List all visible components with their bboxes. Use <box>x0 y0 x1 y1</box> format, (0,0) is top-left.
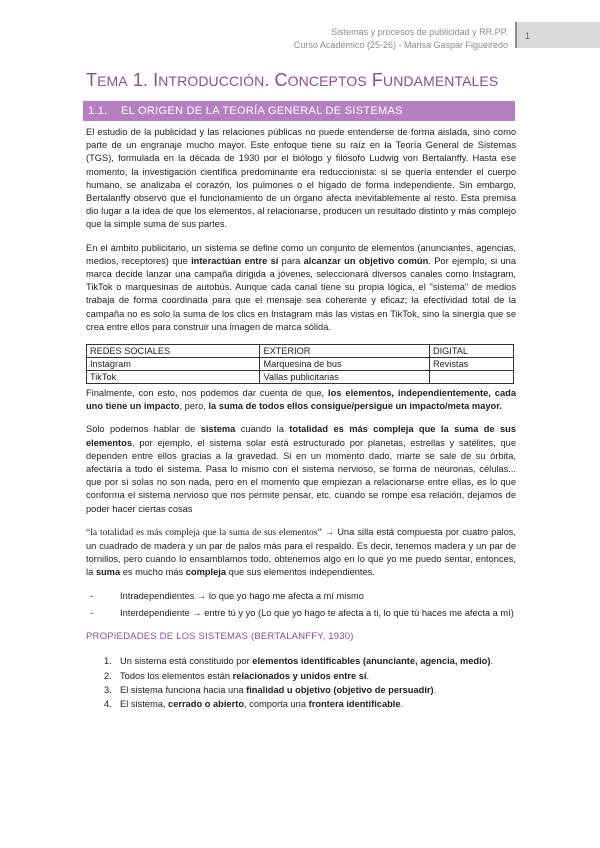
list-item: 4. El sistema, cerrado o abierto, comporta una frontera identificable. <box>104 698 404 709</box>
table-header-cell: EXTERIOR <box>260 345 429 358</box>
table-cell: TikTok <box>87 371 260 384</box>
list-item: 1. Un sistema está constituido por elementos identificables (anunciante, agencia, medio). <box>104 656 494 667</box>
quote: “la totalidad es más compleja que la suma de sus elementos” <box>86 527 322 538</box>
list-item: - Interdependiente → entre tú y yo (Lo que yo hago te afecta a ti, lo que tú haces me afecta a mí) <box>90 607 514 618</box>
section-label: EL ORIGEN DE LA TEORÍA GENERAL DE SISTEMAS <box>121 105 403 117</box>
section-number: 1.1. <box>88 105 108 117</box>
table-cell: Vallas publicitarias <box>260 371 429 384</box>
list-item: - Intradependientes → lo que yo hago me afecta a mí mismo <box>90 590 364 601</box>
list-item: 2. Todos los elementos están relacionados y unidos entre sí. <box>104 670 370 681</box>
table-header-cell: DIGITAL <box>429 345 513 358</box>
table-row <box>87 358 514 371</box>
table-cell: Revistas <box>429 358 513 371</box>
section-heading <box>83 101 515 121</box>
table-header-cell: REDES SOCIALES <box>87 345 260 358</box>
paragraph-system-definition: En el ámbito publicitario, un sistema se define como un conjunto de elementos (anunciantes, agencias, medios, receptores) que interactúan entre sí para alcanzar un objetivo común. Por ejemplo, si una marca decide lanzar una campaña dirigida a jóvenes, seleccionará diversos canales como Instagram, TikTok o marquesinas de autobús. Aunque cada canal tiene su propia lógica, el "sistema" de medios trabaja de forma coordinada para que el mensaje sea coherente y eficaz; la efectividad total de la campaña no es solo la suma de los clics en Instagram más las vistas en TikTok, sino la sinergia que se crea entre ellos para construir una imagen de marca sólida. <box>86 242 517 332</box>
running-header <box>294 26 508 52</box>
table-row <box>87 371 514 384</box>
dependence-list <box>86 590 516 620</box>
course-subtitle: Curso Académico (25-26) - Marisa Gaspar Figueiredo <box>293 40 508 50</box>
subsection-heading: PROPIEDADES DE LOS SISTEMAS (BERTALANFFY, 1930) <box>86 631 354 643</box>
body-text <box>86 126 516 712</box>
table-cell: Instagram <box>87 358 260 371</box>
paragraph-system-examples: Solo podemos hablar de sistema cuando la totalidad es más compleja que la suma de sus elementos, por ejemplo, el sistema solar está estructurado por planetas, estrellas y satélites, que dependen entre ellos gracias a la gravedad. Si en un momento dado, marte se sale de su órbita, afectaría a todo el sistema. Pasa lo mismo con el sistema nervioso, se forma de neuronas, células... que por sí solas no son nada, pero en el momento que empiezan a relacionarse entre ellas, es lo que conforma el sistema nervioso que nos permite pensar, etc. cuando se rompe esa relación, dejamos de poder hacer ciertas cosas <box>86 424 516 514</box>
page-number-box <box>515 22 600 48</box>
chapter-title: TEMA 1. INTRODUCCIÓN. CONCEPTOS FUNDAMENTALES <box>86 70 499 90</box>
list-item: 3. El sistema funciona hacia una finalidad u objetivo (objetivo de persuadir). <box>104 684 437 695</box>
paragraph-intro: El estudio de la publicidad y las relaciones públicas no puede entenderse de forma aislada, sino como parte de un engranaje mucho mayor. Este enfoque tiene su raíz en la Teoría General de Sistemas (TGS), formulada en la década de 1930 por el biólogo y filósofo Ludwig von Bertalanffy. Hasta ese momento, la investigación científica predominante era reduccionista: si se quería entender el cuerpo humano, se analizaba el corazón, los pulmones o el hígado de forma independiente. Sin embargo, Bertalanffy observó que el funcionamiento de un órgano afecta inevitablemente al resto. Esta premisa dio lugar a la idea de que los elementos, al relacionarse, producen un resultado distinto y más complejo que la simple suma de sus partes. <box>86 127 516 230</box>
table-cell: Marquesina de bus <box>260 358 429 371</box>
properties-list <box>86 655 516 711</box>
table-cell <box>429 371 513 384</box>
paragraph-chair-example: “la totalidad es más compleja que la suma de sus elementos” → Una silla está compuesta por cuatro palos, un cuadrado de madera y un par de palos más para el respaldo. Es decir, tenemos madera y un par de tornillos, pero cuando lo ensamblamos todo, obtenemos algo en lo que yo me puedo sentar, entonces, la suma es mucho más compleja que sus elementos independientes. <box>86 526 516 578</box>
table-header-row <box>87 345 514 358</box>
paragraph-conclusion: Finalmente, con esto, nos podemos dar cuenta de que, los elementos, independientemente, cada uno tiene un impacto, pero, la suma de todos ellos consigue/persigue un impacto/meta mayor. <box>86 388 516 412</box>
media-table <box>86 344 514 384</box>
course-title: Sistemas y procesos de publicidad y RR.PP. <box>331 27 508 37</box>
page-number: 1 <box>525 31 531 41</box>
